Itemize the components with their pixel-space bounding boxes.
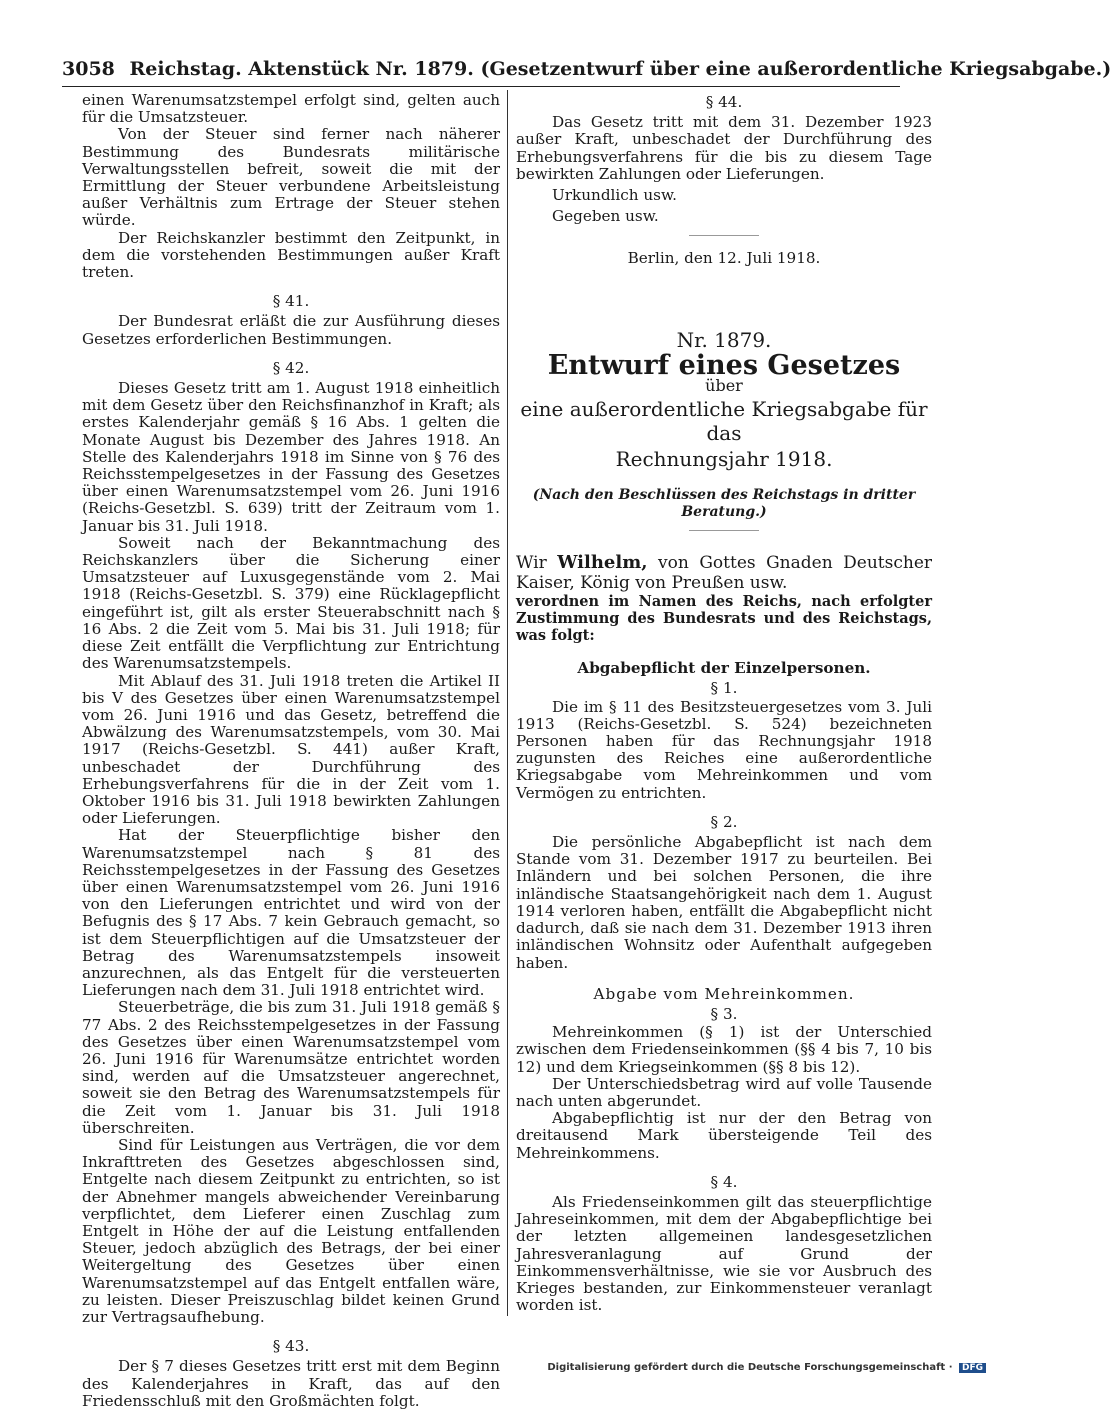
paragraph: Mit Ablauf des 31. Juli 1918 treten die Artikel II bis V des Gesetzes über einen Warenumsatzstempel vom 26. Juni 1916 und das Gesetz, betreffend die Abwälzung des Warenumsatzstempels, vom 30. Mai 1917 (Reichs-Gesetzbl. S. 441) außer Kraft, unbeschadet der Durchführung des Erhebungsverfahrens für die in der Zeit vom 1. Oktober 1916 bis 31. Juli 1918 bewirkten Zahlungen oder Lieferungen.	[82, 671, 500, 828]
document-note: (Nach den Beschlüssen des Reichstags in dritter Beratung.)	[532, 487, 916, 521]
closing-formula: Urkundlich usw.	[552, 186, 677, 205]
section-heading-1: § 1.	[710, 679, 738, 698]
document-subtitle: eine außerordentliche Kriegsabgabe für das	[520, 397, 928, 446]
section-heading-3: § 3.	[710, 1004, 738, 1023]
preamble-line	[516, 553, 932, 593]
preamble	[516, 553, 932, 645]
running-header	[62, 58, 1111, 80]
section-heading-42: § 42.	[272, 358, 310, 377]
paragraph: Mehreinkommen (§ 1) ist der Unterschied zwischen dem Friedenseinkommen (§§ 4 bis 7, 10 bis 12) und dem Kriegseinkommen (§§ 8 bis 12).	[516, 1023, 932, 1076]
section-heading-2: § 2.	[710, 812, 738, 831]
preamble-rest: von Gottes Gnaden Deutscher Kaiser, König von Preußen usw.	[516, 552, 933, 593]
document-subtitle: Rechnungsjahr 1918.	[615, 447, 833, 472]
place-date: Berlin, den 12. Juli 1918.	[627, 249, 821, 268]
subheading: Abgabe vom Mehreinkommen.	[593, 984, 855, 1003]
paragraph: Die im § 11 des Besitzsteuergesetzes vom 3. Juli 1913 (Reichs-Gesetzbl. S. 524) bezeichneten Personen haben für das Rechnungsjahr 1918 zugunsten des Reiches eine außerordentliche Kriegsabgabe vom Mehreinkommen und vom Vermögen zu entrichten.	[516, 697, 932, 802]
section-heading-44: § 44.	[705, 93, 743, 111]
section-heading-43: § 43.	[272, 1337, 310, 1356]
dfg-logo-icon: DFG	[959, 1363, 986, 1373]
document-title: Entwurf eines Gesetzes	[547, 349, 901, 381]
paragraph: Der Unterschiedsbetrag wird auf volle Tausende nach unten abgerundet.	[516, 1074, 932, 1110]
document-number: Nr. 1879.	[676, 327, 772, 352]
paragraph: Steuerbeträge, die bis zum 31. Juli 1918 gemäß § 77 Abs. 2 des Reichsstempelgesetzes in der Fassung des Gesetzes über einen Warenumsatzstempel vom 26. Juni 1916 für Warenumsätze entrichtet worden sind, werden auf die Umsatzsteuer angerechnet, soweit sie den Betrag des Warenumsatzstempels für die Zeit vom 1. Januar bis 31. Juli 1918 überschreiten.	[82, 998, 500, 1137]
subheading: Abgabepflicht der Einzelpersonen.	[577, 659, 871, 678]
column-divider	[507, 90, 508, 1316]
page-number: 3058	[62, 58, 115, 80]
document-title-connector: über	[705, 376, 743, 396]
left-column	[82, 92, 500, 1410]
paragraph: Der § 7 dieses Gesetzes tritt erst mit dem Beginn des Kalenderjahres in Kraft, das auf den Friedensschluß mit den Großmächten folgt.	[82, 1357, 500, 1410]
digitization-footer	[547, 1362, 986, 1373]
divider	[689, 530, 759, 531]
paragraph: Als Friedenseinkommen gilt das steuerpflichtige Jahreseinkommen, mit dem der Abgabepflichtige bei der letzten allgemeinen landesgesetzlichen Jahresveranlagung auf Grund der Einkommensverhältnisse, wie sie vor Ausbruch des Krieges bestanden, zur Einkommensteuer veranlagt worden ist.	[516, 1192, 932, 1315]
right-column	[516, 92, 932, 1314]
preamble-decree: verordnen im Namen des Reichs, nach erfolgter Zustimmung des Bundesrats und des Reichstags, was folgt:	[516, 592, 932, 645]
divider	[689, 235, 759, 236]
section-heading-4: § 4.	[710, 1172, 738, 1191]
paragraph: Hat der Steuerpflichtige bisher den Warenumsatzstempel nach § 81 des Reichsstempelgesetzes in der Fassung des Gesetzes über einen Warenumsatzstempel vom 26. Juni 1916 von den Lieferungen entrichtet und wird von der Befugnis des § 17 Abs. 7 kein Gebrauch gemacht, so ist dem Steuerpflichtigen auf die Umsatzsteuer der Betrag des Warenumsatzstempels insoweit anzurechnen, als das Entgelt für die versteuerten Lieferungen nach dem 31. Juli 1918 entrichtet wird.	[82, 826, 500, 1000]
paragraph: Das Gesetz tritt mit dem 31. Dezember 1923 außer Kraft, unbeschadet der Durchführung des Erhebungsverfahrens für die bis zu diesem Tage bewirkten Zahlungen oder Lieferungen.	[516, 113, 932, 183]
closing-formula: Gegeben usw.	[552, 207, 659, 226]
footer-text: Digitalisierung gefördert durch die Deutsche Forschungsgemeinschaft ·	[547, 1362, 953, 1373]
running-title: Reichstag. Aktenstück Nr. 1879. (Gesetzentwurf über eine außerordentliche Kriegsabgabe.)	[129, 58, 1111, 80]
paragraph: Dieses Gesetz tritt am 1. August 1918 einheitlich mit dem Gesetz über den Reichsfinanzhof in Kraft; als erstes Kalenderjahr gemäß § 16 Abs. 1 gelten die Monate August bis Dezember des Jahres 1918. An Stelle des Kalenderjahrs 1918 im Sinne von § 76 des Reichsstempelgesetzes in der Fassung des Gesetzes über einen Warenumsatzstempel vom 26. Juni 1916 (Reichs-Gesetzbl. S. 639) tritt der Zeitraum vom 1. Januar bis 31. Juli 1918.	[82, 379, 500, 535]
paragraph: Von der Steuer sind ferner nach näherer Bestimmung des Bundesrats militärische Verwaltungsstellen befreit, soweit die mit der Ermittlung der Steuer verbundene Arbeitsleistung außer Verhältnis zum Ertrage der Steuer stehen würde.	[82, 125, 500, 230]
header-rule	[62, 86, 900, 87]
paragraph: einen Warenumsatzstempel erfolgt sind, gelten auch für die Umsatzsteuer.	[82, 91, 500, 127]
paragraph: Abgabepflichtig ist nur der den Betrag von dreitausend Mark übersteigende Teil des Mehreinkommens.	[516, 1109, 932, 1162]
preamble-wir: Wir	[516, 552, 547, 573]
paragraph: Die persönliche Abgabepflicht ist nach dem Stande vom 31. Dezember 1917 zu beurteilen. Bei Inländern und bei solchen Personen, die ihre inländische Staatsangehörigkeit nach dem 1. August 1914 verloren haben, entfällt die Abgabepflicht nicht dadurch, daß sie nach dem 31. Dezember 1913 ihren inländischen Wohnsitz oder Aufenthalt aufgegeben haben.	[516, 833, 932, 972]
paragraph: Der Bundesrat erläßt die zur Ausführung dieses Gesetzes erforderlichen Bestimmungen.	[82, 312, 500, 348]
paragraph: Soweit nach der Bekanntmachung des Reichskanzlers über die Sicherung einer Umsatzsteuer auf Luxusgegenstände vom 2. Mai 1918 (Reichs-Gesetzbl. S. 379) eine Rücklagepflicht eingeführt ist, gilt als erster Steuerabschnitt nach § 16 Abs. 2 die Zeit vom 5. Mai bis 31. Juli 1918; für diese Zeit entfällt die Verpflichtung zur Entrichtung des Warenumsatzstempels.	[82, 533, 500, 673]
paragraph: Sind für Leistungen aus Verträgen, die vor dem Inkrafttreten des Gesetzes abgeschlossen sind, Entgelte nach diesem Zeitpunkt zu entrichten, so ist der Abnehmer mangels abweichender Vereinbarung verpflichtet, dem Lieferer einen Zuschlag zum Entgelt in Höhe der auf die Leistung entfallenden Steuer, jedoch abzüglich des Betrags, der bei einer Weitergeltung des Gesetzes über einen Warenumsatzstempel auf das Entgelt entfallen wäre, zu leisten. Dieser Preiszuschlag bildet keinen Grund zur Vertragsaufhebung.	[82, 1135, 500, 1327]
paragraph: Der Reichskanzler bestimmt den Zeitpunkt, in dem die vorstehenden Bestimmungen außer Kraft treten.	[82, 228, 500, 282]
section-heading-41: § 41.	[272, 292, 310, 311]
preamble-name: Wilhelm,	[557, 551, 648, 573]
